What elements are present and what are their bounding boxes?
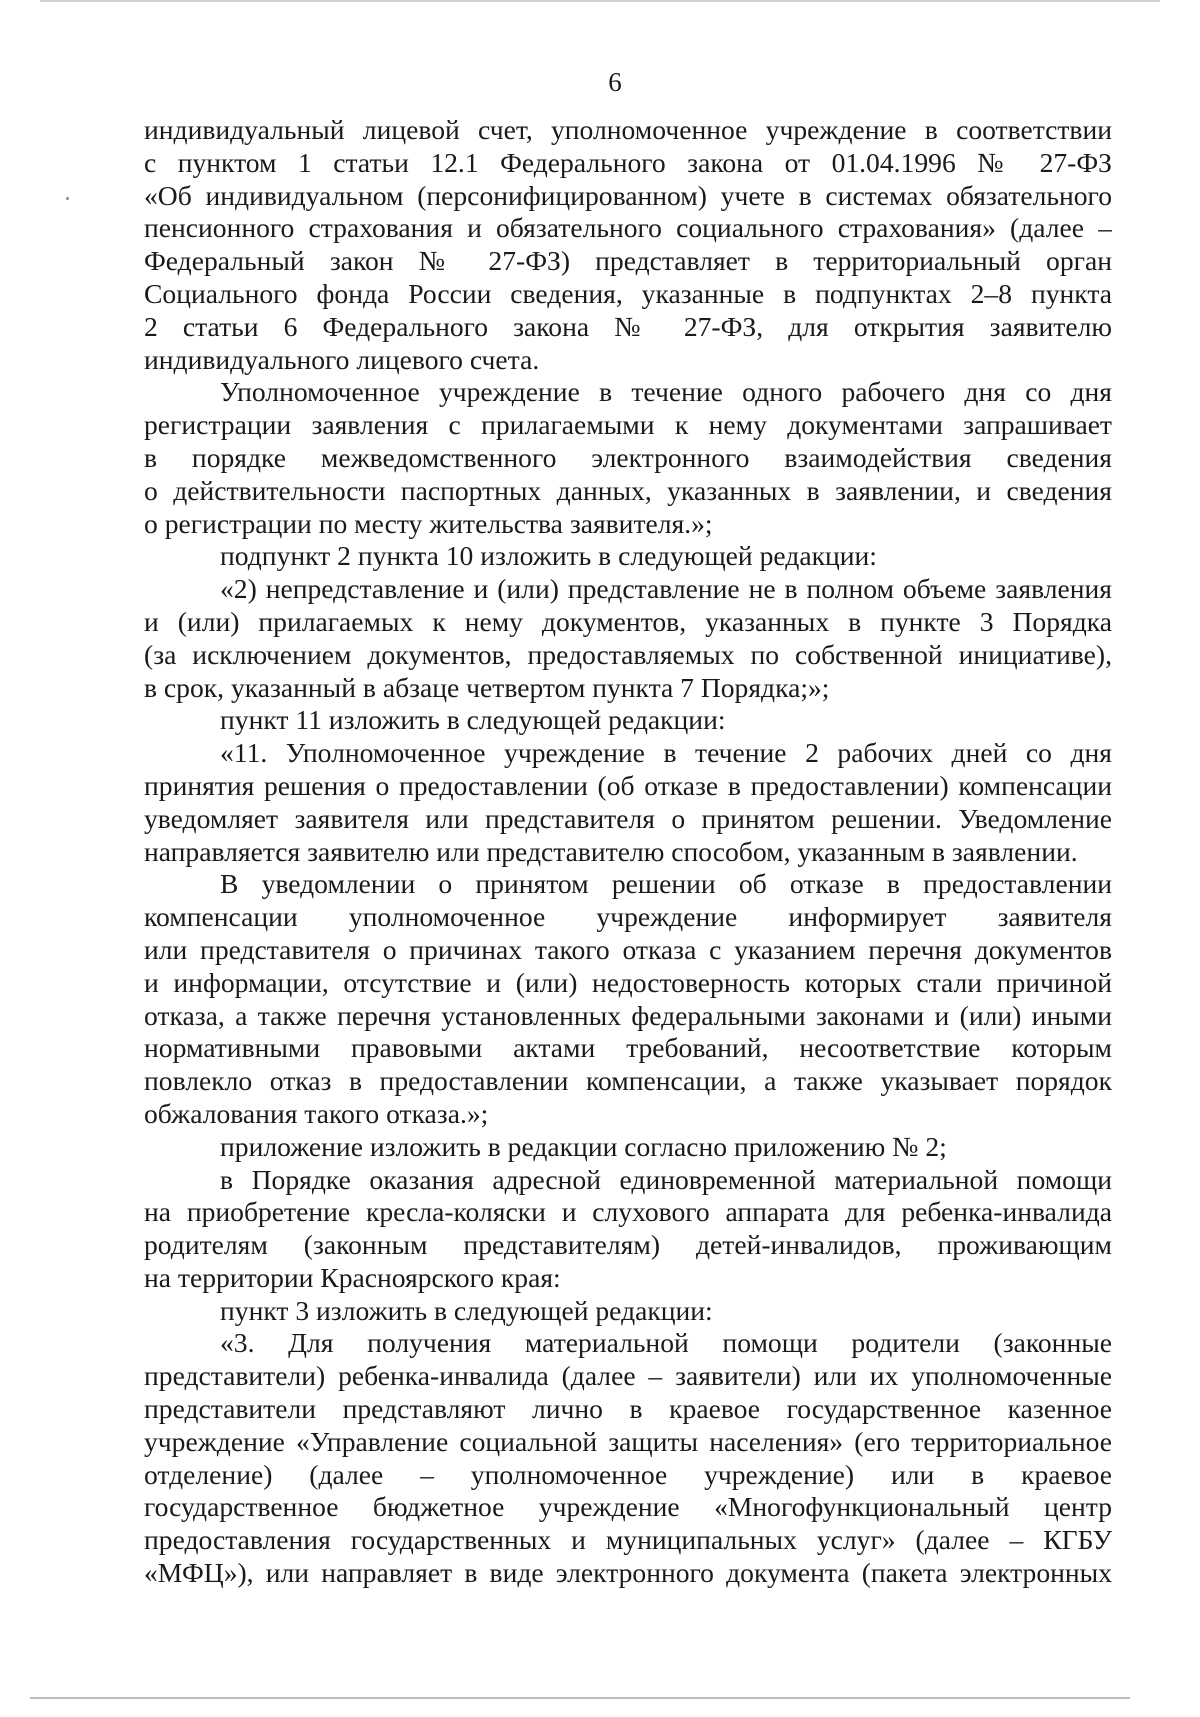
text-line: отказа, а также перечня установленных федеральными законами и (или) иными	[144, 999, 1112, 1031]
text-line: пункт 3 изложить в следующей редакции:	[220, 1294, 713, 1326]
scan-edge-bottom	[30, 1697, 1130, 1699]
page-number: 6	[608, 67, 622, 97]
scan-artifact-dot	[66, 197, 69, 200]
text-line: Уполномоченное учреждение в течение одного рабочего дня со дня	[220, 376, 1112, 408]
text-line: и (или) прилагаемых к нему документов, указанных в пункте 3 Порядка	[144, 605, 1112, 637]
document-body	[144, 114, 1112, 1590]
text-line: представители представляют лично в краевое государственное казенное	[144, 1393, 1112, 1425]
text-line: приложение изложить в редакции согласно приложению № 2;	[220, 1130, 947, 1162]
text-line: о действительности паспортных данных, указанных в заявлении, и сведения	[144, 474, 1112, 506]
text-line: повлекло отказ в предоставлении компенсации, а также указывает порядок	[144, 1065, 1112, 1097]
text-line: государственное бюджетное учреждение «Многофункциональный центр	[144, 1491, 1112, 1523]
text-line: регистрации заявления с прилагаемыми к нему документами запрашивает	[144, 409, 1112, 441]
text-line: индивидуального лицевого счета.	[144, 343, 540, 375]
scan-edge-top	[40, 0, 1160, 2]
text-line: «МФЦ»), или направляет в виде электронного документа (пакета электронных	[144, 1557, 1112, 1589]
text-line: подпункт 2 пункта 10 изложить в следующей редакции:	[220, 540, 877, 572]
text-line: в порядке межведомственного электронного взаимодействия сведения	[144, 441, 1112, 473]
text-line: В уведомлении о принятом решении об отказе в предоставлении	[220, 868, 1112, 900]
text-line: родителям (законным представителям) детей-инвалидов, проживающим	[144, 1229, 1112, 1261]
text-line: индивидуальный лицевой счет, уполномоченное учреждение в соответствии	[144, 114, 1112, 145]
text-line: учреждение «Управление социальной защиты населения» (его территориальное	[144, 1425, 1112, 1457]
text-line: отделение) (далее – уполномоченное учреждение) или в краевое	[144, 1458, 1112, 1490]
text-line: представители) ребенка-инвалида (далее – заявители) или их уполномоченные	[144, 1360, 1112, 1392]
text-line: пенсионного страхования и обязательного социального страхования» (далее –	[144, 212, 1112, 244]
text-line: Социального фонда России сведения, указанные в подпунктах 2–8 пункта	[144, 277, 1112, 309]
text-line: в срок, указанный в абзаце четвертом пункта 7 Порядка;»;	[144, 671, 830, 703]
text-line: нормативными правовыми актами требований, несоответствие которым	[144, 1032, 1112, 1064]
text-line: и информации, отсутствие и (или) недостоверность которых стали причиной	[144, 966, 1112, 998]
text-line: в Порядке оказания адресной единовременной материальной помощи	[220, 1163, 1112, 1195]
text-line: «Об индивидуальном (персонифицированном) учете в системах обязательного	[144, 179, 1112, 211]
text-line: направляется заявителю или представителю способом, указанным в заявлении.	[144, 835, 1078, 867]
text-line: пункт 11 изложить в следующей редакции:	[220, 704, 726, 736]
text-line: «2) непредставление и (или) представление не в полном объеме заявления	[220, 573, 1112, 605]
text-line: о регистрации по месту жительства заявителя.»;	[144, 507, 713, 539]
text-line: принятия решения о предоставлении (об отказе в предоставлении) компенсации	[144, 769, 1112, 801]
text-line: «3. Для получения материальной помощи родители (законные	[220, 1327, 1112, 1359]
text-line: с пунктом 1 статьи 12.1 Федерального закона от 01.04.1996 № 27-ФЗ	[144, 146, 1112, 178]
text-line: «11. Уполномоченное учреждение в течение 2 рабочих дней со дня	[220, 737, 1112, 769]
text-line: предоставления государственных и муниципальных услуг» (далее – КГБУ	[144, 1524, 1112, 1556]
text-line: (за исключением документов, предоставляемых по собственной инициативе),	[144, 638, 1112, 670]
text-line: компенсации уполномоченное учреждение информирует заявителя	[144, 901, 1112, 933]
text-line: или представителя о причинах такого отказа с указанием перечня документов	[144, 933, 1112, 965]
text-line: обжалования такого отказа.»;	[144, 1097, 489, 1129]
text-line: 2 статьи 6 Федерального закона № 27-ФЗ, для открытия заявителю	[144, 310, 1112, 342]
text-line: на территории Красноярского края:	[144, 1261, 561, 1293]
text-line: на приобретение кресла-коляски и слухового аппарата для ребенка-инвалида	[144, 1196, 1112, 1228]
text-line: Федеральный закон № 27-ФЗ) представляет в территориальный орган	[144, 245, 1112, 277]
text-line: уведомляет заявителя или представителя о принятом решении. Уведомление	[144, 802, 1112, 834]
